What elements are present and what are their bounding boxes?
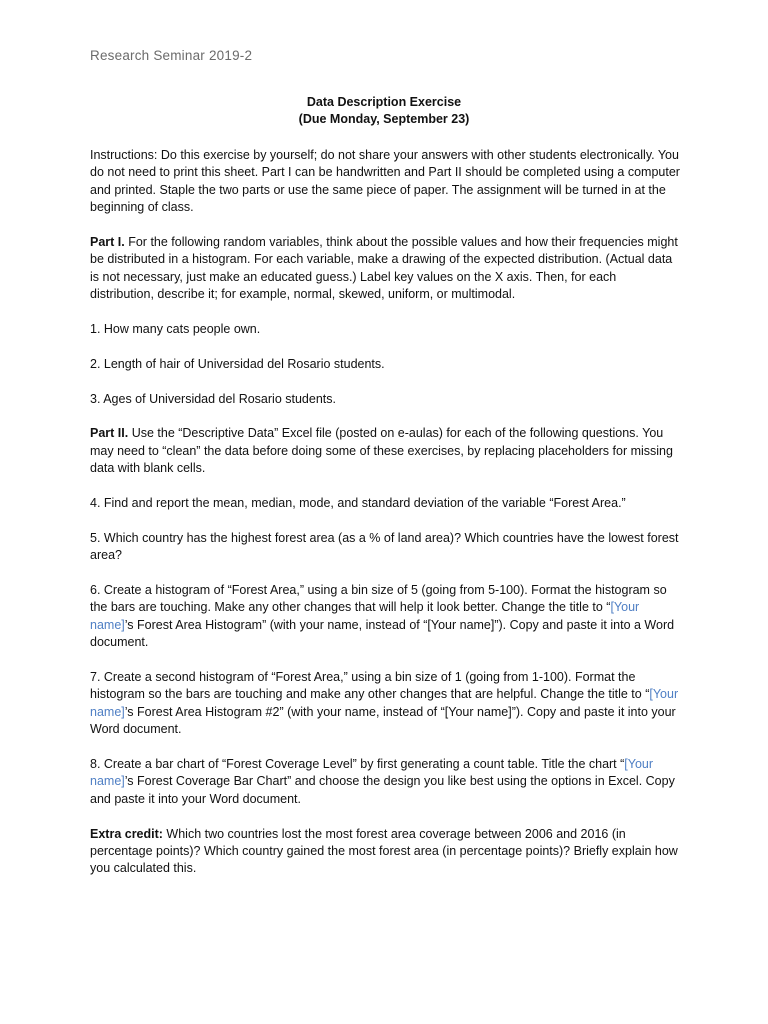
q6-text-pre: 6. Create a histogram of “Forest Area,” using a bin size of 5 (going from 5-100). Format the histogram so the bars are touching. Make any other changes that will help it look better. Change the title to “ — [90, 583, 667, 615]
extra-credit-text: Which two countries lost the most forest area coverage between 2006 and 2016 (in percentage points)? Which country gained the most forest area (in percentage points)? Briefly explain how you calculated this. — [90, 826, 678, 876]
title-line: Data Description Exercise — [306, 95, 462, 109]
part2-paragraph — [90, 425, 682, 477]
part2-label: Part II. — [90, 426, 129, 441]
q6-text-post: ’s Forest Area Histogram” (with your name, instead of “[Your name]”). Copy and paste it into a Word document. — [90, 617, 675, 650]
due-date-line: (Due Monday, September 23) — [298, 112, 470, 126]
q6-placeholder: [Your name] — [90, 600, 640, 632]
document-body — [90, 147, 682, 895]
part1-text: For the following random variables, think about the possible values and how their frequencies might be distributed in a histogram. For each variable, make a drawing of the expected distribution. (Actual data is not necessary, just make an educated guess.) Label key values on the X axis. Then, for each distribution, describe it; for example, normal, skewed, uniform, or multimodal. — [90, 235, 678, 302]
q7-text-post: ’s Forest Area Histogram #2” (with your name, instead of “[Your name]”). Copy and paste it into your Word document. — [90, 704, 676, 737]
question-2: 2. Length of hair of Universidad del Rosario students. — [90, 356, 385, 371]
extra-credit-paragraph — [90, 826, 682, 878]
extra-credit-label: Extra credit: — [90, 826, 163, 841]
q8-text-post: ’s Forest Coverage Bar Chart” and choose the design you like best using the options in Excel. Copy and paste it into your Word document. — [90, 774, 675, 806]
part1-paragraph — [90, 234, 682, 304]
course-header: Research Seminar 2019-2 — [90, 48, 253, 63]
instructions-paragraph: Instructions: Do this exercise by yourself; do not share your answers with other students electronically. You do not need to print this sheet. Part I can be handwritten and Part II should be completed using a computer and printed. Staple the two parts or use the same piece of paper. The assignment will be turned in at the beginning of class. — [90, 148, 680, 215]
document-title — [0, 94, 768, 128]
q8-text-pre: 8. Create a bar chart of “Forest Coverage Level” by first generating a count table. Title the chart “ — [90, 757, 625, 772]
question-5: 5. Which country has the highest forest area (as a % of land area)? Which countries have the lowest forest area? — [90, 530, 679, 563]
question-3: 3. Ages of Universidad del Rosario students. — [90, 391, 336, 406]
q8-placeholder: [Your name] — [90, 757, 654, 789]
q7-placeholder: [Your name] — [90, 687, 679, 719]
question-8 — [90, 756, 682, 808]
question-7 — [90, 669, 682, 739]
part2-text: Use the “Descriptive Data” Excel file (posted on e-aulas) for each of the following questions. You may need to “clean” the data before doing some of these exercises, by replacing placeholders for missing data with blank cells. — [90, 426, 673, 476]
q7-text-pre: 7. Create a second histogram of “Forest Area,” using a bin size of 1 (going from 1-100). Format the histogram so the bars are touching and make any other changes that are helpful. Change the title to “ — [90, 670, 650, 702]
question-6 — [90, 582, 682, 652]
part1-label: Part I. — [90, 235, 125, 250]
question-4: 4. Find and report the mean, median, mode, and standard deviation of the variable “Forest Area.” — [90, 496, 626, 511]
question-1: 1. How many cats people own. — [90, 322, 261, 337]
